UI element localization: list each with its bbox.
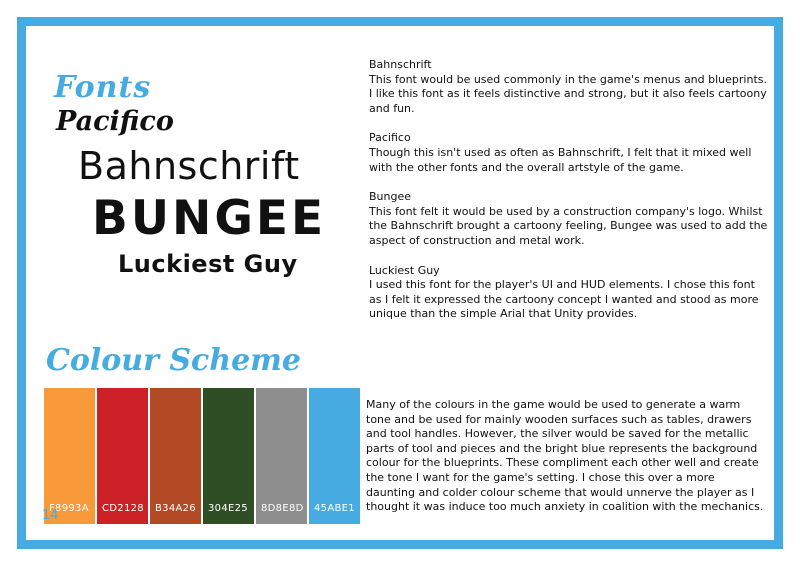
swatch-label: CD2128 [102,503,144,514]
page-content [26,26,774,540]
page-frame [17,17,783,549]
font-sample-bungee: BUNGEE [92,191,327,246]
colour-scheme-heading: Colour Scheme [46,343,302,378]
swatch-red [97,388,148,524]
font-entry-body: This font felt it would be used by a construction company's logo. Whilst the Bahnschrift brought a cartoony feeling, Bungee was used to add the aspect of construction and metal work. [369,204,768,247]
swatch-blue [309,388,360,524]
swatch-orange [44,388,95,524]
font-entry-title: Pacifico [369,131,411,145]
swatch-grey [256,388,307,524]
swatch-rust [150,388,201,524]
font-entry-luckiest-guy [369,264,769,322]
swatch-label: 45ABE1 [314,503,355,514]
swatch-label: 8D8E8D [261,503,304,514]
fonts-heading: Fonts [54,70,152,105]
font-sample-bahnschrift: Bahnschrift [78,144,300,188]
font-entry-body: Though this isn't used as often as Bahnschrift, I felt that it mixed well with the other fonts and the overall artstyle of the game. [369,145,752,174]
colour-swatches [44,388,362,524]
page-number: 14 [42,508,59,523]
swatch-label: 304E25 [208,503,248,514]
font-entry-bahnschrift [369,58,769,116]
font-entry-pacifico [369,131,769,175]
font-sample-luckiest-guy: Luckiest Guy [118,250,298,278]
swatch-label: B34A26 [155,503,196,514]
swatch-label: F8993A [49,503,89,514]
font-entry-title: Bungee [369,190,412,204]
font-entry-title: Bahnschrift [369,58,432,71]
colour-description: Many of the colours in the game would be used to generate a warm tone and be used for mainly wooden surfaces such as tables, drawers and tool handles. However, the silver would be saved for the metallic parts of tool and pieces and the bright blue represents the background colour for the blueprints. These compliment each other well and create the tone I want for the game's setting. I chose this over a more daunting and colder colour scheme that would unnerve the player as I thought it was induce too much anxiety in coalition with the mechanics. [366,398,764,514]
font-sample-pacifico: Pacifico [56,106,174,137]
swatch-dark-green [203,388,254,524]
font-entry-body: This font would be used commonly in the game's menus and blueprints. I like this font as it feels distinctive and strong, but it also feels cartoony and fun. [369,72,767,115]
font-descriptions [369,58,769,337]
font-entry-body: I used this font for the player's UI and HUD elements. I chose this font as I felt it expressed the cartoony concept I wanted and stood as more unique than the simple Arial that Unity provides. [369,278,759,321]
font-entry-title: Luckiest Guy [369,263,440,277]
font-entry-bungee [369,190,769,248]
